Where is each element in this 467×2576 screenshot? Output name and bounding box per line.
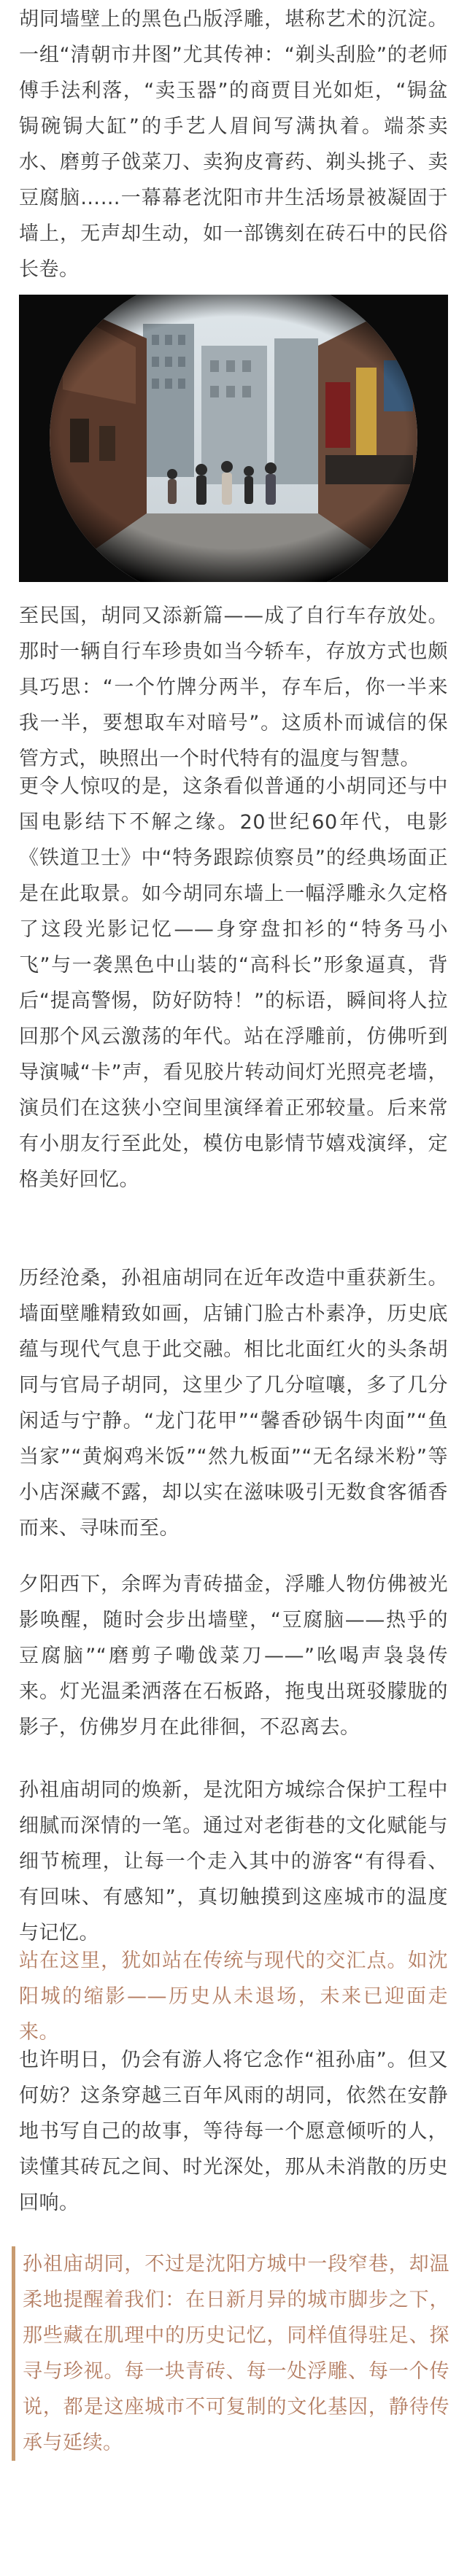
highlight-quote	[12, 2246, 449, 2461]
paragraph-bicycle-storage: 至民国，胡同又添新篇——成了自行车存放处。那时一辆自行车珍贵如当今轿车，存放方式也颇具巧思：“一个竹牌分两半，存车后，你一半来我一半，要想取车对暗号”。这质朴而诚信的保管方式，映照出一个时代特有的温度与智慧。	[19, 605, 448, 770]
paragraph-closing: 也许明日，仍会有游人将它念作“祖孙庙”。但又何妨？这条穿越三百年风雨的胡同，依然在安静地书写自己的故事，等待每一个愿意倾听的人，读懂其砖瓦之间、时光深处，那从未消散的历史回响。	[19, 2049, 448, 2214]
quote-text: 孙祖庙胡同，不过是沈阳方城中一段窄巷，却温柔地提醒着我们：在日新月异的城市脚步之下，那些藏在肌理中的历史记忆，同样值得驻足、探寻与珍视。每一块青砖、每一处浮雕、每一个传说，都是这座城市不可复制的文化基因，静待传承与延续。	[23, 2253, 449, 2454]
paragraph-renovation: 历经沧桑，孙祖庙胡同在近年改造中重获新生。墙面壁雕精致如画，店铺门脸古朴素净，历史底蕴与现代气息于此交融。相比北面红火的头条胡同与官局子胡同，这里少了几分喧嚷，多了几分闲适与宁静。“龙门花甲”“馨香砂锅牛肉面”“鱼当家”“黄焖鸡米饭”“然九板面”“无名绿米粉”等小店深藏不露，却以实在滋味吸引无数食客循香而来、寻味而至。	[19, 1267, 448, 1540]
paragraph-protection-project: 孙祖庙胡同的焕新，是沈阳方城综合保护工程中细腻而深情的一笔。通过对老街巷的文化赋能与细节梳理，让每一个走入其中的游客“有得看、有回味、有感知”，真切触摸到这座城市的温度与记忆。	[19, 1779, 448, 1944]
paragraph-film-history: 更令人惊叹的是，这条看似普通的小胡同还与中国电影结下不解之缘。20世纪60年代，电影《铁道卫士》中“特务跟踪侦察员”的经典场面正是在此取景。如今胡同东墙上一幅浮雕永久定格了这段光影记忆——身穿盘扣衫的“特务马小飞”与一袭黑色中山装的“高科长”形象逼真，背后“提高警惕，防好防特！”的标语，瞬间将人拉回那个风云激荡的年代。站在浮雕前，仿佛听到导演喊“卡”声，看见胶片转动间灯光照亮老墙，演员们在这狭小空间里演绎着正邪较量。后来常有小朋友行至此处，模仿电影情节嬉戏演绎，定格美好回忆。	[19, 775, 448, 1191]
hutong-photo-illustration	[19, 295, 448, 582]
paragraph-tradition-modern: 站在这里，犹如站在传统与现代的交汇点。如沈阳城的缩影——历史从未退场，未来已迎面走来。	[19, 1950, 448, 2044]
paragraph-sunset: 夕阳西下，余晖为青砖描金，浮雕人物仿佛被光影唤醒，随时会步出墙壁，“豆腐脑——热乎的豆腐脑”“磨剪子嘞戗菜刀——”吆喝声袅袅传来。灯光温柔洒落在石板路，拖曳出斑驳朦胧的影子，仿佛岁月在此徘徊，不忍离去。	[19, 1573, 448, 1739]
hutong-photo	[19, 295, 448, 582]
paragraph-reliefs: 胡同墙壁上的黑色凸版浮雕，堪称艺术的沉淀。一组“清朝市井图”尤其传神：“剃头刮脸”的老师傅手法利落，“卖玉器”的商贾目光如炬，“锔盆锔碗锔大缸”的手艺人眉间写满执着。端茶卖水、磨剪子戗菜刀、卖狗皮膏药、剃头挑子、卖豆腐脑……一幕幕老沈阳市井生活场景被凝固于墙上，无声却生动，如一部镌刻在砖石中的民俗长卷。	[19, 8, 448, 281]
